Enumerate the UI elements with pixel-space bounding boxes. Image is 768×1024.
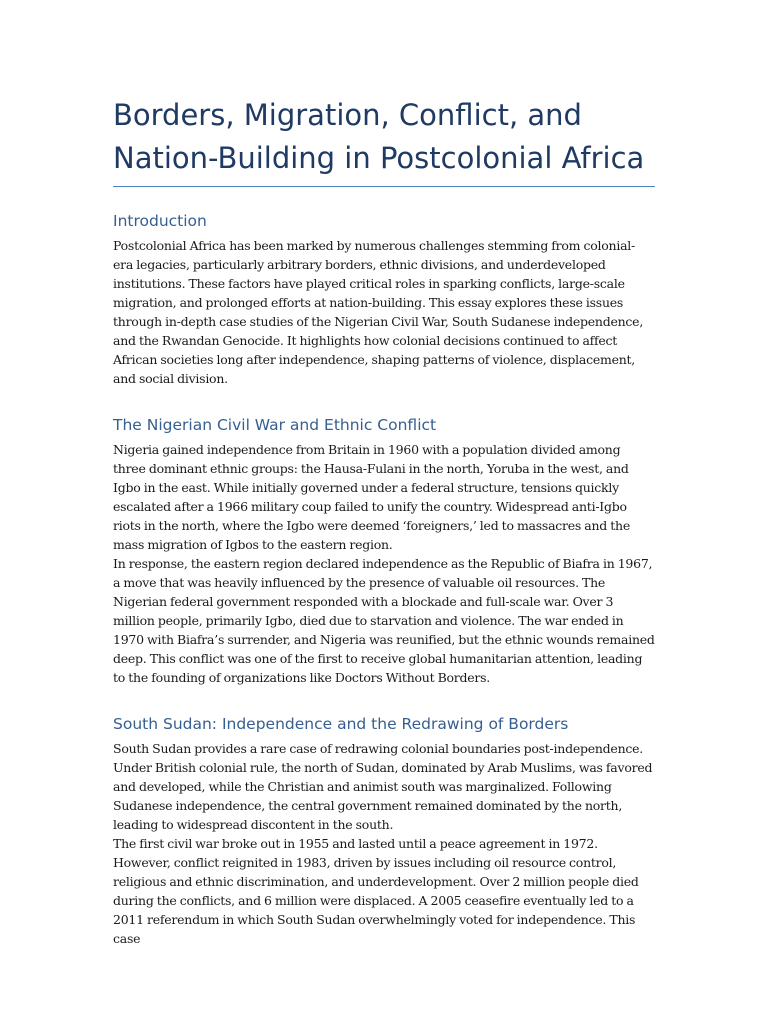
section-heading: The Nigerian Civil War and Ethnic Conflict	[113, 416, 437, 434]
paragraph: Postcolonial Africa has been marked by numerous challenges stemming from colonial-era legacies, particularly arbitrary borders, ethnic divisions, and underdeveloped institutions. These factors have played critical roles in sparking conflicts, large-scale migration, and prolonged efforts at nation-building. This essay explores these issues through in-depth case studies of the Nigerian Civil War, South Sudanese independence, and the Rwandan Genocide. It highlights how colonial decisions continued to affect African societies long after independence, shaping patterns of violence, displacement, and social division.	[113, 238, 644, 386]
paragraph: In response, the eastern region declared independence as the Republic of Biafra in 1967, a move that was heavily influenced by the presence of valuable oil resources. The Nigerian federal government responded with a blockade and full-scale war. Over 3 million people, primarily Igbo, died due to starvation and violence. The war ended in 1970 with Biafra’s surrender, and Nigeria was reunified, but the ethnic wounds remained deep. This conflict was one of the first to receive global humanitarian attention, leading to the founding of organizations like Doctors Without Borders.	[113, 556, 655, 685]
section-heading: Introduction	[113, 212, 207, 230]
section-south-sudan	[113, 714, 655, 948]
section-heading: South Sudan: Independence and the Redrawing of Borders	[113, 715, 569, 733]
paragraph: Nigeria gained independence from Britain in 1960 with a population divided among three dominant ethnic groups: the Hausa-Fulani in the north, Yoruba in the west, and Igbo in the east. While initially governed under a federal structure, tensions quickly escalated after a 1966 military coup failed to unify the country. Widespread anti-Igbo riots in the north, where the Igbo were deemed ‘foreigners,’ led to massacres and the mass migration of Igbos to the eastern region.	[113, 442, 630, 552]
paragraph: South Sudan provides a rare case of redrawing colonial boundaries post-independence. Under British colonial rule, the north of Sudan, dominated by Arab Muslims, was favored and developed, while the Christian and animist south was marginalized. Following Sudanese independence, the central government remained dominated by the north, leading to widespread discontent in the south.	[113, 741, 653, 832]
document-title: Borders, Migration, Conflict, and Nation-Building in Postcolonial Africa	[113, 94, 655, 187]
section-introduction	[113, 211, 655, 388]
section-nigerian-civil-war	[113, 415, 655, 687]
paragraph: The first civil war broke out in 1955 and lasted until a peace agreement in 1972. However, conflict reignited in 1983, driven by issues including oil resource control, religious and ethnic discrimination, and underdevelopment. Over 2 million people died during the conflicts, and 6 million were displaced. A 2005 ceasefire eventually led to a 2011 referendum in which South Sudan overwhelmingly voted for independence. This case	[113, 836, 639, 946]
